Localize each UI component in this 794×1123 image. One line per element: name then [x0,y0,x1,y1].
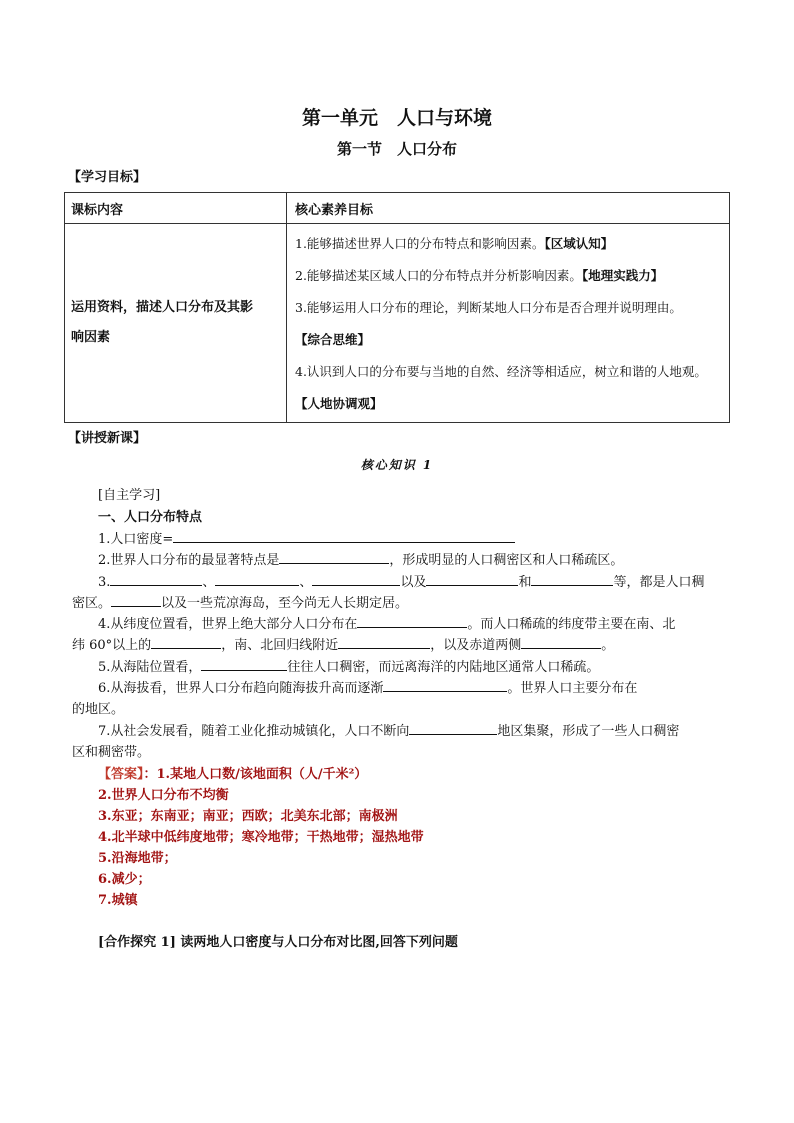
blank[interactable] [312,571,400,586]
section-lecture-heading: 【讲授新课】 [68,431,147,446]
core-knowledge-heading: 核心知识 1 [360,458,434,472]
blank[interactable] [110,571,202,586]
answer-line-4: 4.北半球中低纬度地带；寒冷地带；干热地带；湿热地带 [98,830,424,845]
question-3-cont: 密区。 以及一些荒凉海岛，至今尚无人长期定居。 [72,592,408,611]
answer-label: 【答案】 [98,767,144,782]
question-6-cont: 的地区。 [72,702,125,717]
standard-content-cell [65,224,287,423]
col-header-competency: 核心素养目标 [287,193,730,224]
blank[interactable] [383,677,507,692]
blank[interactable] [521,634,601,649]
blank[interactable] [111,592,161,607]
goal-item: 1.能够描述世界人口的分布特点和影响因素。【区域认知】 [295,236,614,251]
blank[interactable] [215,571,299,586]
question-4: 4.从纬度位置看，世界上绝大部分人口分布在 。而人口稀疏的纬度带主要在南、北 [98,613,675,632]
blank[interactable] [173,528,515,543]
question-1: 1.人口密度= [98,528,515,547]
question-3: 3. 、 、 以及 和 等，都是人口稠 [98,571,704,590]
question-7: 7.从社会发展看，随着工业化推动城镇化，人口不断向 地区集聚，形成了一些人口稠密 [98,720,679,739]
table-header-row [65,193,730,224]
question-2: 2.世界人口分布的最显著特点是 ，形成明显的人口稠密区和人口稀疏区。 [98,549,623,568]
question-4-cont: 纬 60°以上的 ，南、北回归线附近 ，以及赤道两侧 。 [72,634,614,653]
learning-goals-table [64,192,730,423]
col-header-standard: 课标内容 [65,193,287,224]
answer-line-2: 2.世界人口分布不均衡 [98,788,229,803]
page-subtitle: 第一节 人口分布 [336,140,457,158]
self-study-heading: [自主学习] [98,488,161,503]
answer-line-5: 5.沿海地带； [98,851,177,866]
cooperative-inquiry-heading: [合作探究 1] 读两地人口密度与人口分布对比图,回答下列问题 [98,935,458,950]
blank[interactable] [531,571,613,586]
goal-item: 【人地协调观】 [295,396,383,411]
blank[interactable] [357,613,467,628]
goal-item: 3.能够运用人口分布的理论，判断某地人口分布是否合理并说明理由。 [295,300,682,315]
goal-item: 2.能够描述某区域人口的分布特点并分析影响因素。【地理实践力】 [295,268,664,283]
question-6: 6.从海拔看，世界人口分布趋向随海拔升高而逐渐 。世界人口主要分布在 [98,677,637,696]
answer-line-7: 7.城镇 [98,893,138,908]
competency-goals-cell [287,224,730,423]
goal-item: 【综合思维】 [295,332,371,347]
standard-line-2: 响因素 [71,330,111,345]
blank[interactable] [338,634,430,649]
answer-line-1: 【答案】：1.某地人口数/该地面积（人/千米²） [98,767,368,782]
blank[interactable] [151,634,221,649]
blank[interactable] [201,656,287,671]
section-goals-heading: 【学习目标】 [68,170,147,185]
answer-line-3: 3.东亚；东南亚；南亚；西欧；北美东北部；南极洲 [98,809,398,824]
page-title: 第一单元 人口与环境 [301,107,492,129]
subheading: 一、人口分布特点 [98,510,203,525]
blank[interactable] [279,549,389,564]
question-5: 5.从海陆位置看， 往往人口稠密，而远离海洋的内陆地区通常人口稀疏。 [98,656,599,675]
blank[interactable] [426,571,518,586]
question-7-cont: 区和稠密带。 [72,745,151,760]
standard-line-1: 运用资料，描述人口分布及其影 [71,300,254,315]
answer-line-6: 6.减少； [98,872,151,887]
table-row [65,224,730,423]
goal-item: 4.认识到人口的分布要与当地的自然、经济等相适应，树立和谐的人地观。 [295,364,707,379]
blank[interactable] [409,720,497,735]
